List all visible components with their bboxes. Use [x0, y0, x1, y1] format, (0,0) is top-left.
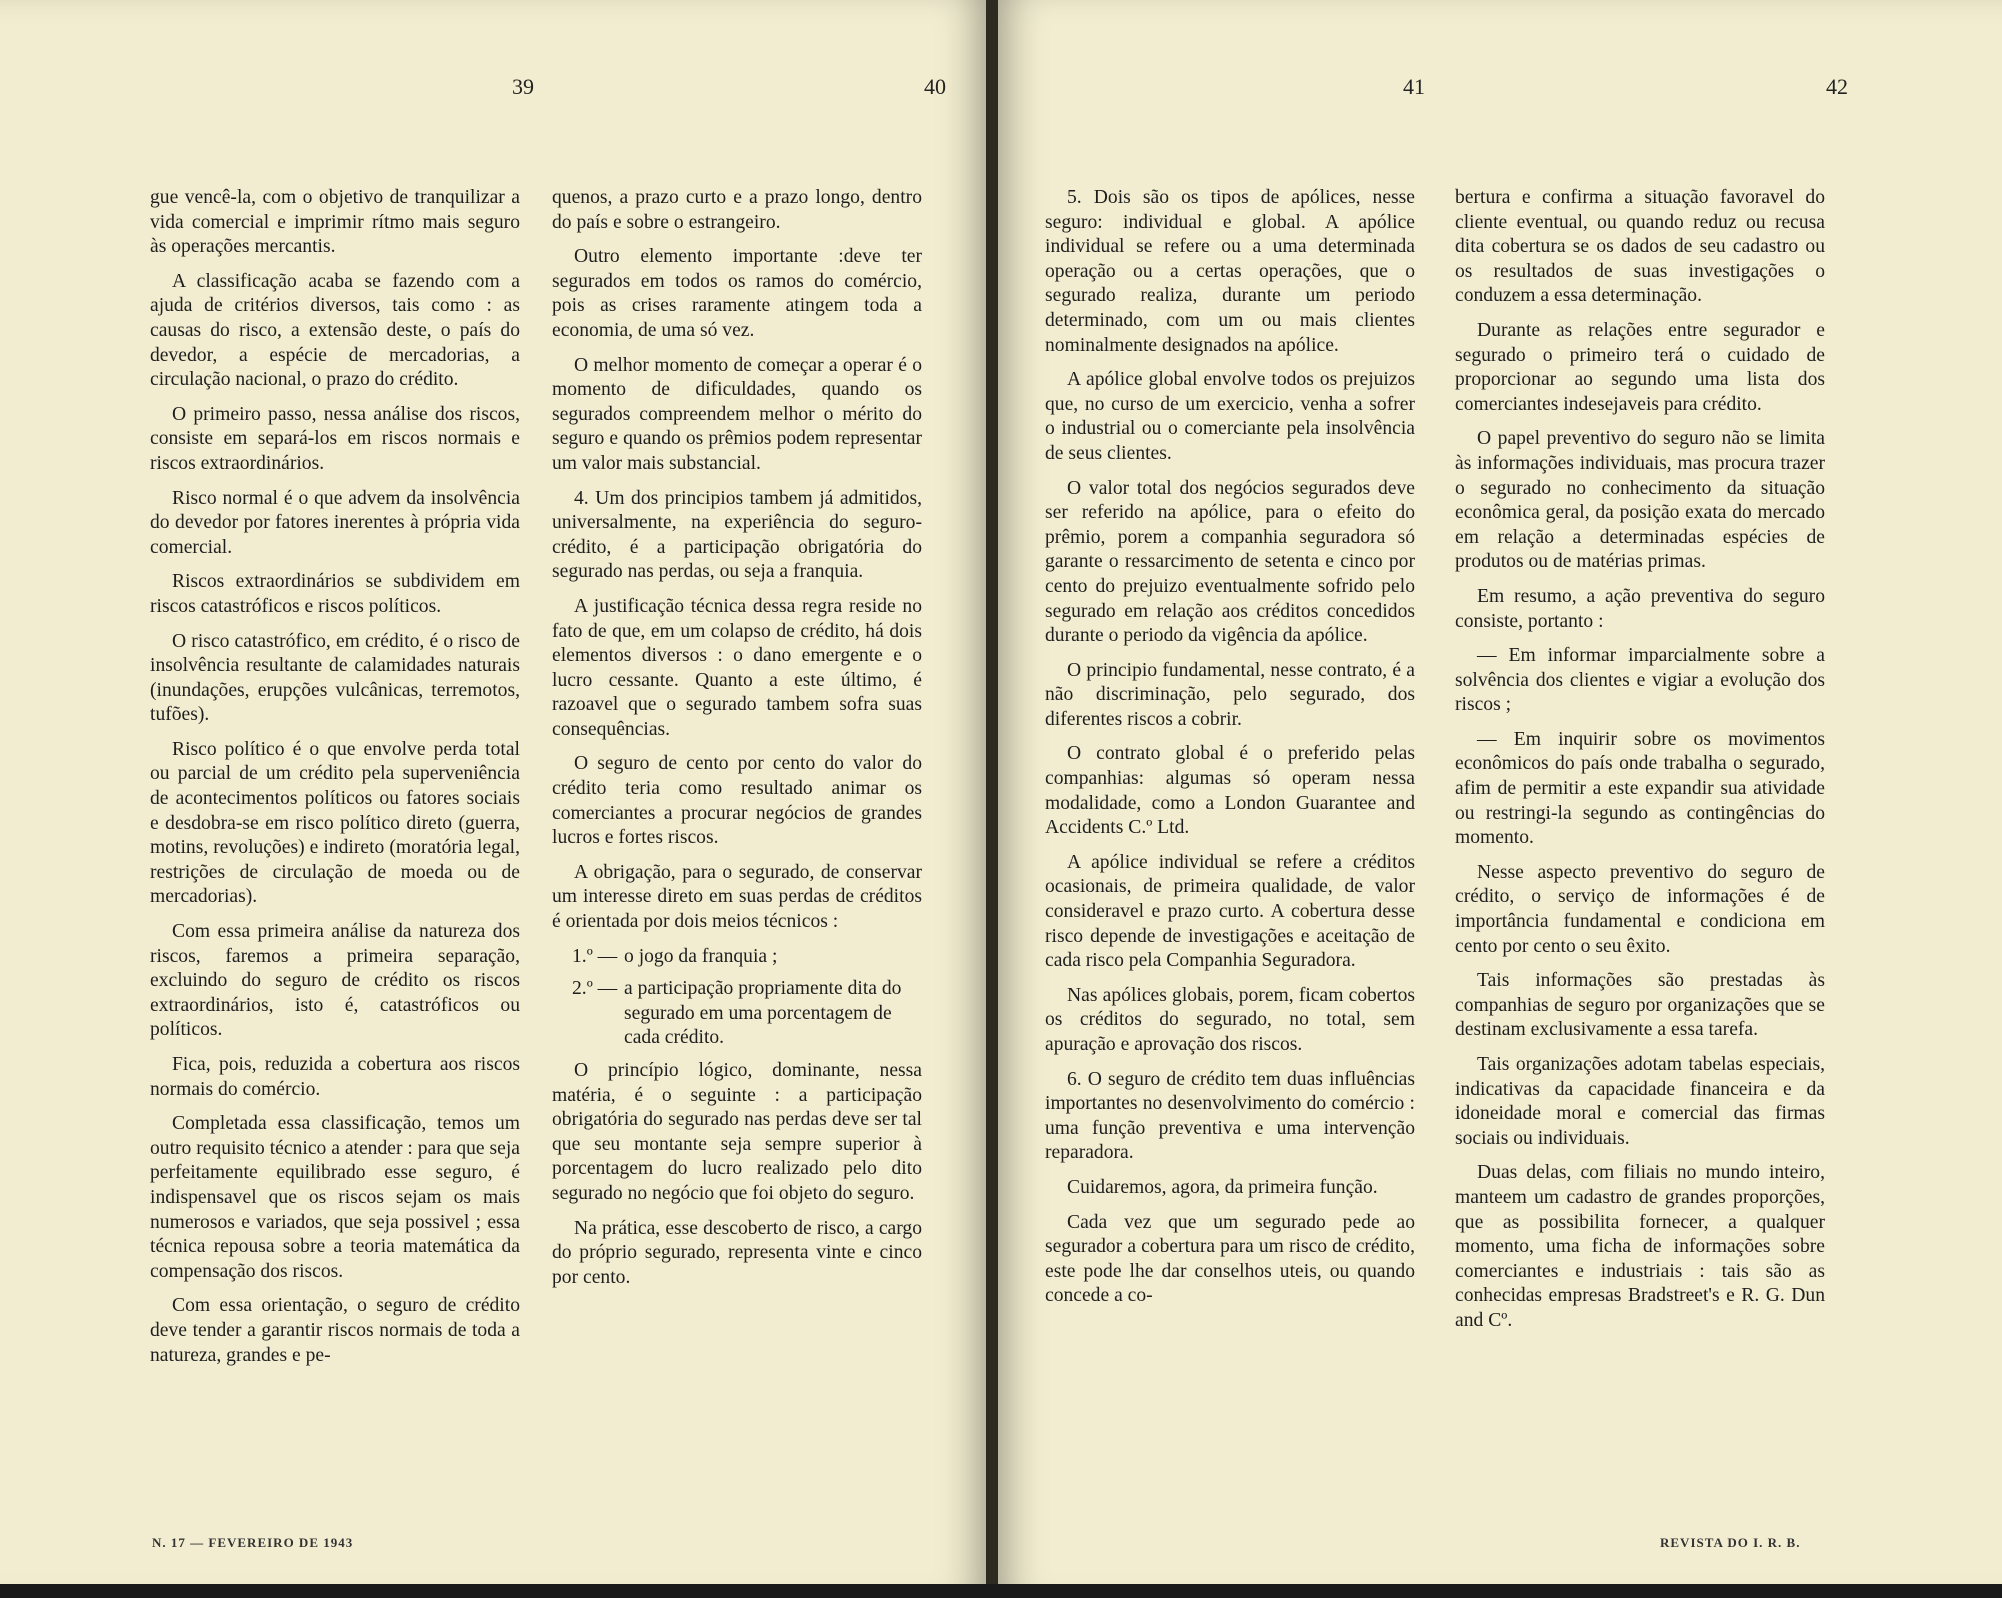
book-gutter — [986, 0, 998, 1598]
page-number-41: 41 — [1403, 74, 1425, 99]
paragraph: bertura e confirma a situação favoravel do cliente eventual, ou quando reduz ou recusa dita cobertura se os dados de seu cadastro ou os resultados de suas investigações o conduzem a essa determinação. — [1455, 187, 1825, 307]
list-marker: 1.º — — [572, 945, 618, 967]
paragraph: 6. O seguro de crédito tem duas influências importantes no desenvolvimento do comércio : uma função preventiva e uma intervenção reparadora. — [1045, 1068, 1415, 1164]
paragraph: O princípio lógico, dominante, nessa matéria, é o seguinte : a participação obrigatória do segurado nas perdas deve ser tal que seu montante seja sempre superior à porcentagem do lucro realizado pelo dito segurado no negócio que foi objeto do seguro. — [552, 1060, 922, 1204]
paragraph: O contrato global é o preferido pelas companhias: algumas só operam nessa modalidade, como a London Guarantee and Accidents C.º Ltd. — [1045, 743, 1415, 839]
column-page-41 — [1045, 186, 1415, 1319]
paragraph: A apólice individual se refere a créditos ocasionais, de primeira qualidade, de valor consideravel e prazo curto. A cobertura desse risco depende de investigações e aceitação de cada risco pela Companhia Seguradora. — [1045, 851, 1415, 972]
paragraph: 4. Um dos principios tambem já admitidos, universalmente, na experiência do seguro-crédito, é a participação obrigatória do segurado nas perdas, ou seja a franquia. — [552, 487, 922, 583]
paragraph: A classificação acaba se fazendo com a ajuda de critérios diversos, tais como : as causas do risco, a extensão deste, o país do devedor, a espécie de mercadorias, a circulação nacional, o prazo do crédito. — [150, 270, 520, 391]
paragraph: O primeiro passo, nessa análise dos riscos, consiste em separá-los em riscos normais e riscos extraordinários. — [150, 403, 520, 474]
footer-publication: REVISTA DO I. R. B. — [1660, 1535, 1801, 1550]
column-page-39 — [150, 186, 520, 1378]
paragraph: Fica, pois, reduzida a cobertura aos riscos normais do comércio. — [150, 1054, 520, 1100]
list-item — [552, 977, 922, 1051]
paragraph: O melhor momento de começar a operar é o momento de dificuldades, quando os segurados compreendem melhor o mérito do seguro e quando os prêmios podem representar um valor mais substancial. — [552, 354, 922, 474]
paragraph: A justificação técnica dessa regra reside no fato de que, em um colapso de crédito, há dois elementos diversos : o dano emergente e o lucro cessante. Quanto a este último, é razoavel que o segurado tambem sofra suas consequências. — [552, 595, 922, 740]
page-number-39: 39 — [512, 74, 534, 99]
column-page-40 — [552, 186, 922, 1300]
paragraph: A obrigação, para o segurado, de conservar um interesse direto em suas perdas de créditos é orientada por dois meios técnicos : — [552, 861, 922, 933]
paragraph: A apólice global envolve todos os prejuizos que, no curso de um exercicio, venha a sofrer o industrial ou o comerciante pela insolvência de seus clientes. — [1045, 369, 1415, 464]
paragraph: Completada essa classificação, temos um outro requisito técnico a atender : para que seja perfeitamente equilibrado esse seguro, é indispensavel que os riscos sejam os mais numerosos e variados, que seja possivel ; essa técnica repousa sobre a teoria matemática da compensação dos riscos. — [150, 1113, 520, 1282]
paragraph: O seguro de cento por cento do valor do crédito teria como resultado animar os comerciantes a procurar negócios de grandes lucros e fortes riscos. — [552, 753, 922, 849]
paragraph: Duas delas, com filiais no mundo inteiro, manteem um cadastro de grandes proporções, que as possibilita fornecer, a qualquer momento, uma ficha de informações sobre comerciantes e industriais : tais são as conhecidas empresas Bradstreet's e R. G. Dun and Cº. — [1455, 1162, 1825, 1331]
paragraph: — Em informar imparcialmente sobre a solvência dos clientes e vigiar a evolução dos riscos ; — [1455, 645, 1825, 716]
paragraph: O papel preventivo do seguro não se limita às informações individuais, mas procura trazer o segurado no conhecimento da situação econômica geral, da posição exata do mercado em relação a determinadas espécies de produtos ou de matérias primas. — [1455, 428, 1825, 573]
paragraph: Risco normal é o que advem da insolvência do devedor por fatores inerentes à própria vida comercial. — [150, 487, 520, 558]
paragraph: Nesse aspecto preventivo do seguro de crédito, o serviço de informações é de importância fundamental e condiciona em cento por cento o seu êxito. — [1455, 861, 1825, 957]
paragraph: Com essa orientação, o seguro de crédito deve tender a garantir riscos normais de toda a natureza, grandes e pe- — [150, 1295, 520, 1366]
paragraph: Durante as relações entre segurador e segurado o primeiro terá o cuidado de proporcionar ao segundo uma lista dos comerciantes indesejaveis para crédito. — [1455, 319, 1825, 415]
paragraph: Nas apólices globais, porem, ficam cobertos os créditos do segurado, no total, sem apuração e aprovação dos riscos. — [1045, 984, 1415, 1055]
paragraph: Risco político é o que envolve perda total ou parcial de um crédito pela superveniência de acontecimentos políticos ou fatores sociais e desdobra-se em risco político direto (guerra, motins, revoluções) e indireto (moratória legal, restrições de circulação de moeda ou de mercadorias). — [150, 738, 520, 908]
paragraph: quenos, a prazo curto e a prazo longo, dentro do país e sobre o estrangeiro. — [552, 187, 922, 233]
paragraph: O risco catastrófico, em crédito, é o risco de insolvência resultante de calamidades naturais (inundações, erupções vulcânicas, terremotos, tufões). — [150, 630, 520, 726]
list-text: a participação propriamente dita do segurado em uma porcentagem de cada crédito. — [624, 978, 902, 1049]
list-marker: 2.º — — [572, 978, 618, 1000]
column-page-42 — [1455, 186, 1825, 1344]
paragraph: — Em inquirir sobre os movimentos econômicos do país onde trabalha o segurado, afim de permitir a este expandir sua atividade ou restringi-la segundo as contingências do momento. — [1455, 728, 1825, 849]
paragraph: O valor total dos negócios segurados deve ser referido na apólice, para o efeito do prêmio, porem a companhia seguradora só garante o ressarcimento de setenta e cinco por cento do prejuizo eventualmente sofrido pelo segurado em relação aos créditos concedidos durante o periodo da vigência da apólice. — [1045, 477, 1415, 647]
paragraph: Na prática, esse descoberto de risco, a cargo do próprio segurado, representa vinte e cinco por cento. — [552, 1217, 922, 1288]
page-number-40: 40 — [924, 74, 946, 99]
paragraph: Riscos extraordinários se subdividem em riscos catastróficos e riscos políticos. — [150, 571, 520, 617]
paragraph: Cuidaremos, agora, da primeira função. — [1067, 1176, 1378, 1198]
footer-issue-date: N. 17 — FEVEREIRO DE 1943 — [152, 1535, 354, 1550]
list-item — [552, 945, 922, 970]
paragraph: gue vencê-la, com o objetivo de tranquilizar a vida comercial e imprimir rítmo mais seguro às operações mercantis. — [150, 187, 520, 258]
scan-bottom-edge — [0, 1584, 2002, 1598]
paragraph: 5. Dois são os tipos de apólices, nesse seguro: individual e global. A apólice individual se refere ou a uma determinada operação ou a certas operações, que o segurado realiza, durante um periodo determinado, com um ou mais clientes nominalmente designados na apólice. — [1045, 187, 1415, 356]
paragraph: Com essa primeira análise da natureza dos riscos, faremos a primeira separação, excluindo do seguro de crédito os riscos extraordinários, isto é, catastróficos ou políticos. — [150, 921, 520, 1041]
list-text: o jogo da franquia ; — [624, 945, 778, 967]
paragraph: Tais informações são prestadas às companhias de seguro por organizações que se destinam exclusivamente a essa tarefa. — [1455, 970, 1825, 1041]
paragraph: Outro elemento importante :deve ter segurados em todos os ramos do comércio, pois as crises raramente atingem toda a economia, de uma só vez. — [552, 246, 922, 341]
paragraph: O principio fundamental, nesse contrato, é a não discriminação, pelo segurado, dos diferentes riscos a cobrir. — [1045, 659, 1415, 730]
paragraph: Tais organizações adotam tabelas especiais, indicativas da capacidade financeira e da idoneidade moral e comercial das firmas sociais ou individuais. — [1455, 1054, 1825, 1149]
paragraph: Cada vez que um segurado pede ao segurador a cobertura para um risco de crédito, este pode lhe dar conselhos uteis, ou quando concede a co- — [1045, 1211, 1415, 1307]
page-number-42: 42 — [1826, 74, 1848, 99]
paragraph: Em resumo, a ação preventiva do seguro consiste, portanto : — [1455, 585, 1825, 632]
